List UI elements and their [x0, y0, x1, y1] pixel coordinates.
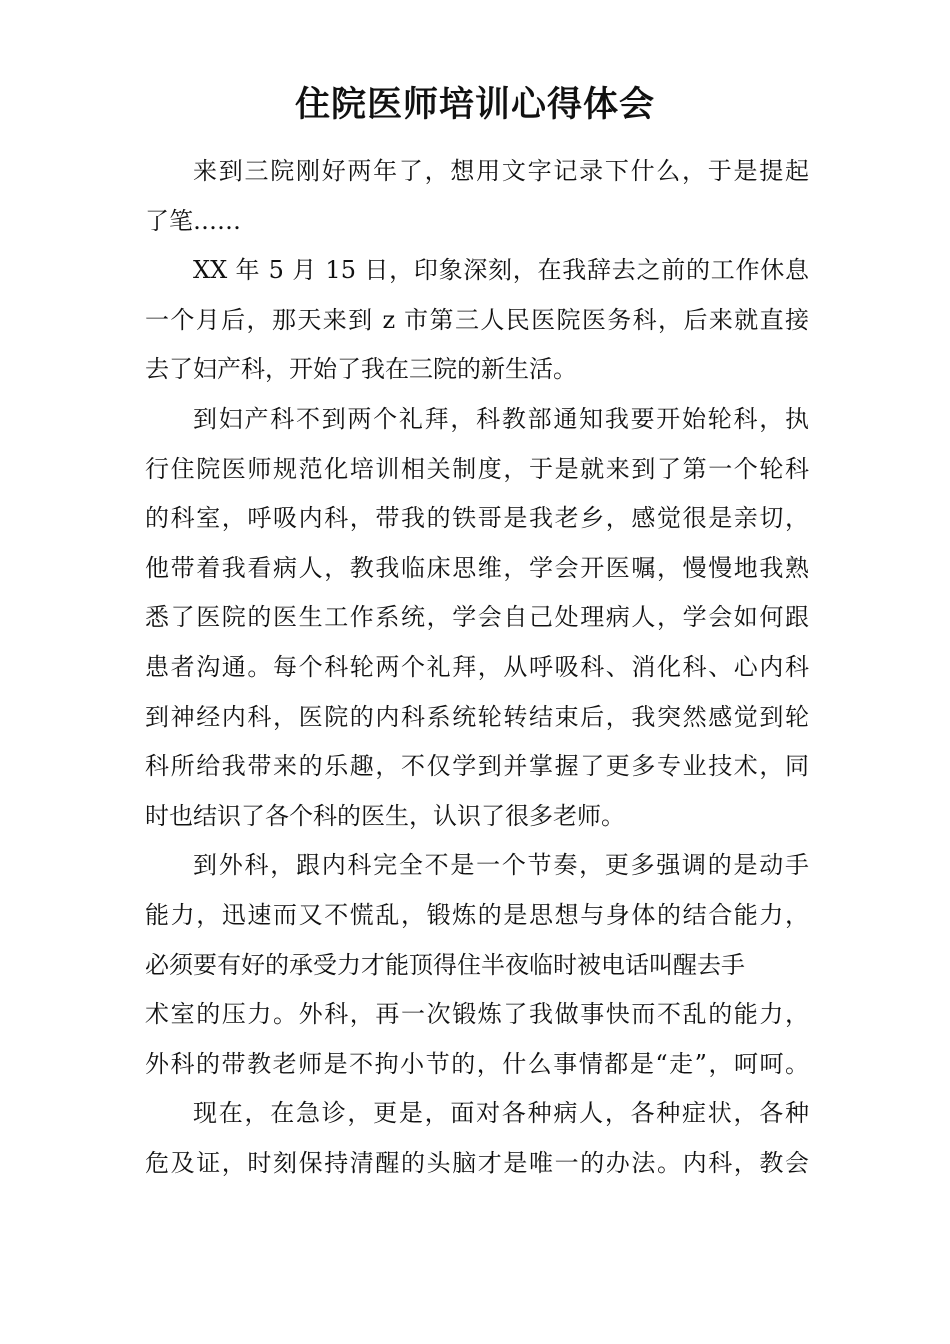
body-line: 时也结识了各个科的医生，认识了很多老师。	[145, 801, 625, 830]
body-line: 危及证，时刻保持清醒的头脑才是唯一的办法。内科，教会	[145, 1148, 809, 1177]
body-line: 科所给我带来的乐趣，不仅学到并掌握了更多专业技术，同	[145, 752, 809, 781]
body-line: 他带着我看病人，教我临床思维，学会开医嘱，慢慢地我熟	[145, 553, 809, 582]
body-line: 必须要有好的承受力才能顶得住半夜临时被电话叫醒去手	[145, 950, 745, 979]
body-line: 患者沟通。每个科轮两个礼拜，从呼吸科、消化科、心内科	[145, 652, 809, 681]
body-line: 来到三院刚好两年了，想用文字记录下什么，于是提起	[193, 157, 809, 185]
document-body	[145, 147, 809, 1188]
body-line: 术室的压力。外科，再一次锻炼了我做事快而不乱的能力，	[145, 1000, 809, 1029]
body-line: 的科室，呼吸内科，带我的铁哥是我老乡，感觉很是亲切，	[145, 504, 809, 533]
document-title: 住院医师培训心得体会	[294, 84, 655, 125]
body-line: XX 年 5 月 15 日，印象深刻，在我辞去之前的工作休息	[193, 256, 809, 285]
body-line: 悉了医院的医生工作系统，学会自己处理病人，学会如何跟	[145, 603, 809, 632]
body-line: 到妇产科不到两个礼拜，科教部通知我要开始轮科，执	[193, 404, 809, 433]
body-line: 一个月后，那天来到 z 市第三人民医院医务科，后来就直接	[145, 305, 809, 334]
body-line: 到神经内科，医院的内科系统轮转结束后，我突然感觉到轮	[145, 702, 809, 731]
body-line: 外科的带教老师是不拘小节的，什么事情都是“走”，呵呵。	[145, 1049, 809, 1078]
body-line: 现在，在急诊，更是，面对各种病人，各种症状，各种	[193, 1099, 809, 1128]
body-line: 能力，迅速而又不慌乱，锻炼的是思想与身体的结合能力，	[145, 900, 809, 929]
body-line: 行住院医师规范化培训相关制度，于是就来到了第一个轮科	[145, 454, 809, 483]
body-line: 到外科，跟内科完全不是一个节奏，更多强调的是动手	[193, 851, 809, 880]
body-line: 去了妇产科，开始了我在三院的新生活。	[145, 355, 577, 384]
body-line: 了笔……	[145, 206, 241, 235]
